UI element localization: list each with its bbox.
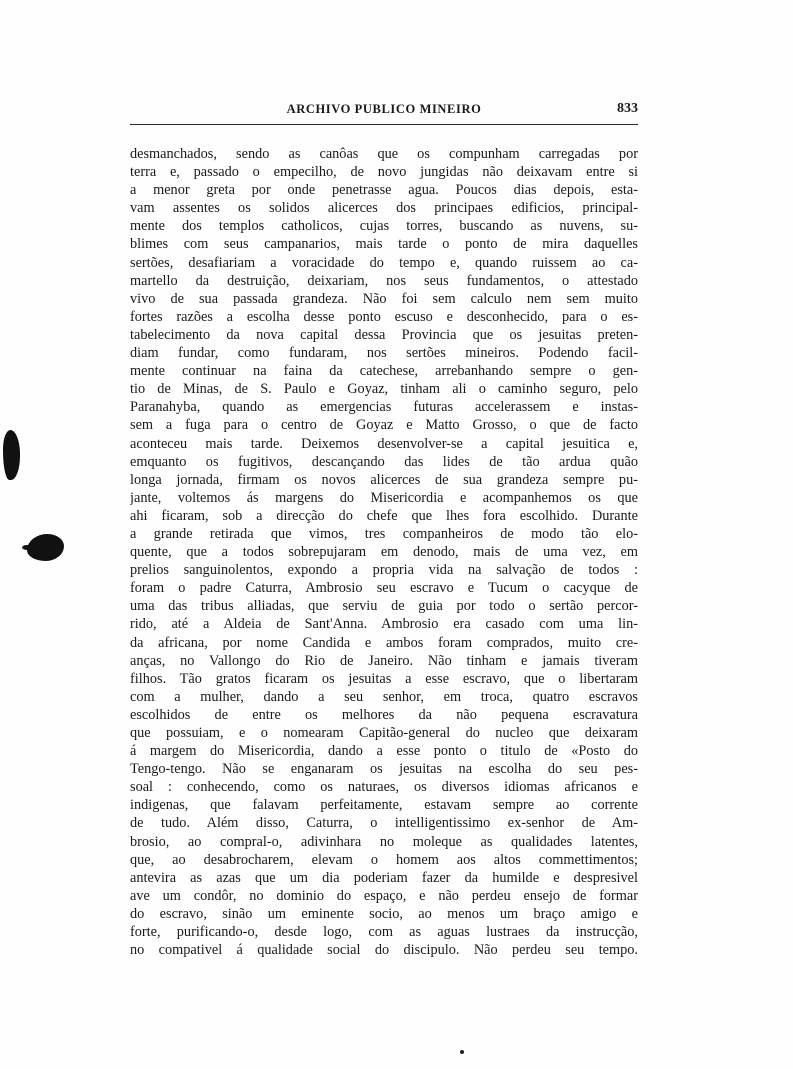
text-line: á margem do Misericordia, dando a esse ponto o titulo de «Posto do xyxy=(130,743,638,760)
text-line: vam assentes os solidos alicerces dos principaes edificios, principal- xyxy=(130,200,638,217)
text-line: que, ao desabrocharem, elevam o homem aos altos commettimentos; xyxy=(130,851,638,868)
text-line: tabelecimento da nova capital dessa Provincia que os jesuitas preten- xyxy=(130,326,638,343)
text-line: de tudo. Além disso, Caturra, o intelligentissimo ex-senhor de Am- xyxy=(130,815,638,832)
text-line: que possuiam, e o nomearam Capitão-general do nucleo que deixaram xyxy=(130,725,638,741)
text-line: forte, purificando-o, desde logo, com as aguas lustraes da instrucção, xyxy=(130,924,638,941)
text-line: soal : conhecendo, como os naturaes, os diversos idiomas africanos e xyxy=(130,779,638,796)
text-line: Paranahyba, quando as emergencias futuras accelerassem e instas- xyxy=(130,399,638,416)
running-title: ARCHIVO PUBLICO MINEIRO xyxy=(286,102,482,116)
body-text xyxy=(130,145,638,959)
text-line: foram o padre Caturra, Ambrosio seu escravo e Tucum o cacyque de xyxy=(130,580,638,597)
text-line: blimes com seus campanarios, mais tarde o ponto de mira daquelles xyxy=(130,236,638,253)
printer-dot xyxy=(460,1050,464,1054)
text-line: do escravo, sinão um eminente socio, ao menos um braço amigo e xyxy=(130,905,638,922)
text-line: emquanto os fugitivos, descançando das lides de tão ardua quão xyxy=(130,453,638,470)
text-line: aconteceu mais tarde. Deixemos desenvolver-se a capital jesuitica e, xyxy=(130,435,638,452)
text-line: vivo de sua passada grandeza. Não foi sem calculo nem sem muito xyxy=(130,290,638,307)
text-line: a grande retirada que vimos, tres companheiros de modo tão elo- xyxy=(130,525,638,542)
text-line: rido, até a Aldeia de Sant'Anna. Ambrosio era casado com uma lin- xyxy=(130,616,638,633)
text-line: indigenas, que falavam perfeitamente, estavam sempre ao corrente xyxy=(130,797,638,814)
ink-blot xyxy=(27,534,64,561)
running-header xyxy=(130,102,638,124)
text-line: diam fundar, como fundaram, nos sertões mineiros. Podendo facil- xyxy=(130,345,638,362)
text-line: longa jornada, firmam os novos alicerces de sua grandeza sempre pu- xyxy=(130,471,638,488)
text-line: tio de Minas, de S. Paulo e Goyaz, tinham ali o caminho seguro, pelo xyxy=(130,381,638,398)
text-line: brosio, ao compral-o, adivinhara no moleque as qualidades latentes, xyxy=(130,833,638,850)
text-line: prelios sanguinolentos, expondo a propria vida na salvação de todos : xyxy=(130,562,638,579)
text-line: Tengo-tengo. Não se enganaram os jesuitas na escolha do seu pes- xyxy=(130,761,638,778)
page-number: 833 xyxy=(617,101,638,116)
text-line: fortes razões a escolha desse ponto escuso e desconhecido, para o es- xyxy=(130,308,638,325)
text-line: sertões, desafiariam a voracidade do tempo e, quando ruissem ao ca- xyxy=(130,254,638,271)
text-line: quente, que a todos sobrepujaram em denodo, mais de uma vez, em xyxy=(130,544,638,561)
text-line: sem a fuga para o centro de Goyaz e Matto Grosso, o que de facto xyxy=(130,417,638,434)
text-line: no compativel á qualidade social do discipulo. Não perdeu seu tempo. xyxy=(130,942,638,959)
text-line: ahi ficaram, sob a direcção do chefe que lhes fora escolhido. Durante xyxy=(130,507,638,524)
text-line: antevira as azas que um dia poderiam fazer da humilde e despresivel xyxy=(130,869,638,886)
text-line: ave um condôr, no dominio do espaço, e não perdeu ensejo de formar xyxy=(130,887,638,904)
text-line: com a mulher, dando a seu senhor, em troca, quatro escravos xyxy=(130,688,638,705)
text-line: uma das tribus alliadas, que serviu de guia por todo o sertão percor- xyxy=(130,598,638,615)
text-line: martello da destruição, deixariam, nos seus fundamentos, o attestado xyxy=(130,272,638,289)
text-line: escolhidos de entre os melhores da não pequena escravatura xyxy=(130,706,638,723)
text-line: a menor greta por onde penetrasse agua. Poucos dias depois, esta- xyxy=(130,182,638,199)
text-line: terra e, passado o empecilho, de novo jungidas não deixavam entre si xyxy=(130,164,638,181)
text-line: desmanchados, sendo as canôas que os compunham carregadas por xyxy=(130,146,638,162)
text-line: mente continuar na faina da catechese, arrebanhando sempre o gen- xyxy=(130,363,638,380)
ink-blot xyxy=(3,430,20,480)
text-line: da africana, por nome Candida e ambos foram comprados, muito cre- xyxy=(130,634,638,651)
text-line: filhos. Tão gratos ficaram os jesuitas a esse escravo, que o libertaram xyxy=(130,670,638,687)
text-line: jante, voltemos ás margens do Misericordia e acompanhemos os que xyxy=(130,489,638,506)
text-line: mente dos templos catholicos, cujas torres, buscando as nuvens, su- xyxy=(130,218,638,235)
text-line: anças, no Vallongo do Rio de Janeiro. Não tinham e jamais tiveram xyxy=(130,652,638,669)
header-rule xyxy=(130,124,638,125)
ink-blot-tail xyxy=(22,545,32,550)
